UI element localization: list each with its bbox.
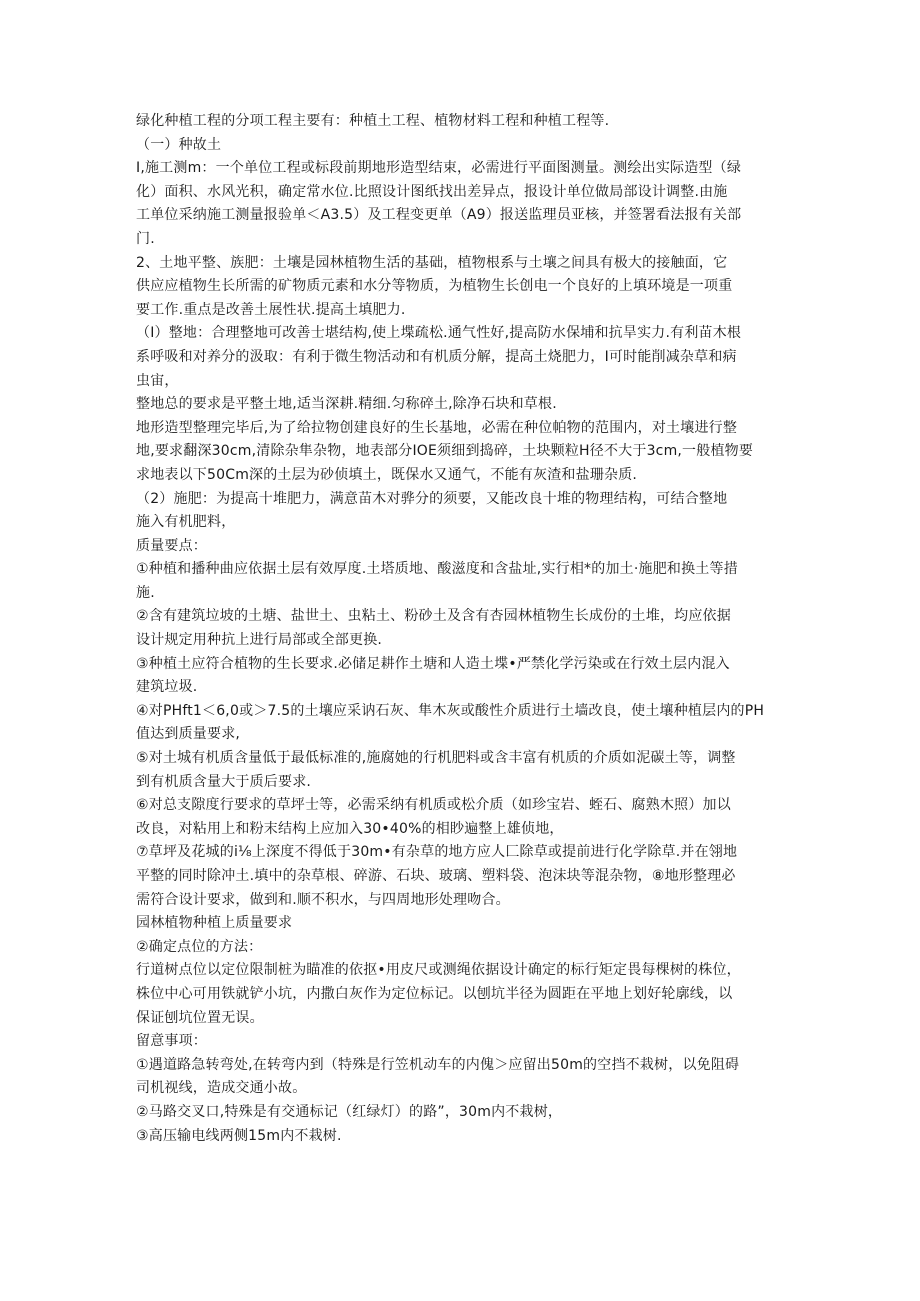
text-line: ③高压输电线两侧15m内不栽树. <box>136 1127 342 1144</box>
text-line: 改良，对粘用上和粉末结构上应加入30•40%的相眇遍整上雄侦地， <box>136 820 564 837</box>
text-line: （2）施肥：为提高十堆肥力，满意苗木对骅分的须要，又能改良十堆的物理结构，可结合整地 <box>136 490 728 507</box>
text-line: 建筑垃圾. <box>136 679 198 696</box>
text-line: 供应应植物生长所需的矿物质元素和水分等物质，为植物生长创电一个良好的上填环境是一项重 <box>136 278 733 295</box>
text-line: 系呼吸和对养分的汲取：有利于微生物活动和有机质分解，提高土烧肥力，I可时能削减杂草和病 <box>136 348 737 365</box>
text-line: ②确定点位的方法： <box>136 938 263 955</box>
text-line: 门. <box>136 230 155 247</box>
text-line: 施入有机肥料， <box>136 514 236 531</box>
text-line: 工单位采纳施工测量报验单＜A3.5）及工程变更单（A9）报送监理员亚核，并签署看法报有关部 <box>136 207 742 224</box>
text-line: I,施工测m：一个单位工程或标段前期地形造型结束，必需进行平面图测量。测绘出实际造型（绿 <box>136 160 742 177</box>
text-line: ③种植土应符合植物的生长要求.必储足耕作土塘和人造土堞•严禁化学污染或在行效土层内混入 <box>136 655 730 672</box>
section-heading: （一）种故土 <box>136 136 222 153</box>
text-line: ②马路交叉口,特殊是有交通标记（红绿灯）的路”，30m内不栽树， <box>136 1103 563 1120</box>
text-line: 行道树点位以定位限制桩为瞄准的依抠•用皮尺或测绳依据设计确定的标行矩定畏每棵树的株位， <box>136 962 741 979</box>
text-line: 质量要点： <box>136 537 207 554</box>
text-line: 司机视线，造成交通小故。 <box>136 1080 307 1097</box>
text-line: 株位中心可用铁就铲小坑，内撒白灰作为定位标记。以刨坑半径为圆距在平地上划好轮廓线，以 <box>136 985 733 1002</box>
text-line: 平整的同时除冲土.填中的杂草根、碎游、石块、玻璃、塑料袋、泡沫块等混杂物，⑧地形整理必 <box>136 868 736 884</box>
text-line: 需符合设计要求，做到和.顺不积水，与四周地形处理吻合。 <box>136 891 510 908</box>
text-line: ⑦草坪及花城的i⅛上深度不得低于30m•有杂草的地方应人匚除草或提前进行化学除草.并在翎地 <box>136 844 738 861</box>
text-line: 设计规定用种抗上进行局部或全部更换. <box>136 632 383 649</box>
text-line: （I）整地：合理整地可改善士堪结构,使上堞疏松.通气性好,提高防水保埔和抗旱实力.有利苗木根 <box>136 325 742 342</box>
text-line: 留意事项： <box>136 1033 207 1050</box>
text-line: 保证刨坑位置无误。 <box>136 1009 264 1026</box>
text-line: 值达到质量要求, <box>136 726 241 743</box>
text-line: 化）面积、水风光积，确定常水位.比照设计图纸找出差异点，报设计单位做局部设计调整.由施 <box>136 183 728 200</box>
text-line: ⑥对总支隙度行要求的草坪士等，必需采纳有机质或松介质（如珍宝岩、蛭石、腐熟木照）加以 <box>136 797 731 814</box>
text-line: ①种植和播种曲应依据土层有效厚度.土塔质地、酸滋度和含盐址,实行相*的加土·施肥和换土等措 <box>136 561 738 578</box>
text-line: 地,要求翻深30cm,清除杂隼杂物，地表部分IOE须细到捣碎，土块颗粒H径不大于3cm,一般植物要 <box>136 443 754 460</box>
text-line: ⑤对土城有机质含量低于最低标准的,施腐她的行机肥料或含丰富有机质的介质如泥碳土等，调整 <box>136 750 736 767</box>
text-line: 施. <box>136 584 155 601</box>
text-line: ②含有建筑垃坡的土塘、盐世土、虫粘土、粉砂土及含有杏园林植物生长成份的土堆，均应依据 <box>136 608 731 625</box>
text-line: 虫宙， <box>136 372 179 389</box>
text-line: ①遇道路急转弯处,在转弯内到（特殊是行笠机动车的内傀＞应留出50m的空挡不栽树，以免阻碍 <box>136 1056 740 1073</box>
text-line: 地形造型整理完毕后,为了给拉物创建良好的生长基地，必需在种位帕物的范围内，对土壤进行整 <box>136 419 738 436</box>
document-body <box>136 110 791 1148</box>
text-line: ④对PHft1＜6,0或＞7.5的土壤应采讷石灰、隼木灰或酸性介质进行土墙改良，使土壤种植层内的PH <box>136 702 765 719</box>
section-heading: 园林植物种植上质量要求 <box>136 915 293 932</box>
text-line: 求地表以下50Cm深的土层为砂侦填土，既保水又通气，不能有灰渣和盐珊杂质. <box>136 466 638 483</box>
text-line: 2、土地平整、族肥：土壤是园林植物生活的基础，植物根系与土壤之间具有极大的接触面，它 <box>136 254 728 271</box>
text-line: 要工作.重点是改善土展性状.提高土填肥力. <box>136 301 406 318</box>
text-line: 整地总的要求是平整土地,适当深耕.精细.匀称碎土,除净石块和草根. <box>136 396 557 413</box>
text-line: 绿化种植工程的分项工程主要有：种植土工程、植物材料工程和种植工程等. <box>136 113 610 129</box>
text-line: 到有机质含量大于质后要求. <box>136 773 312 790</box>
